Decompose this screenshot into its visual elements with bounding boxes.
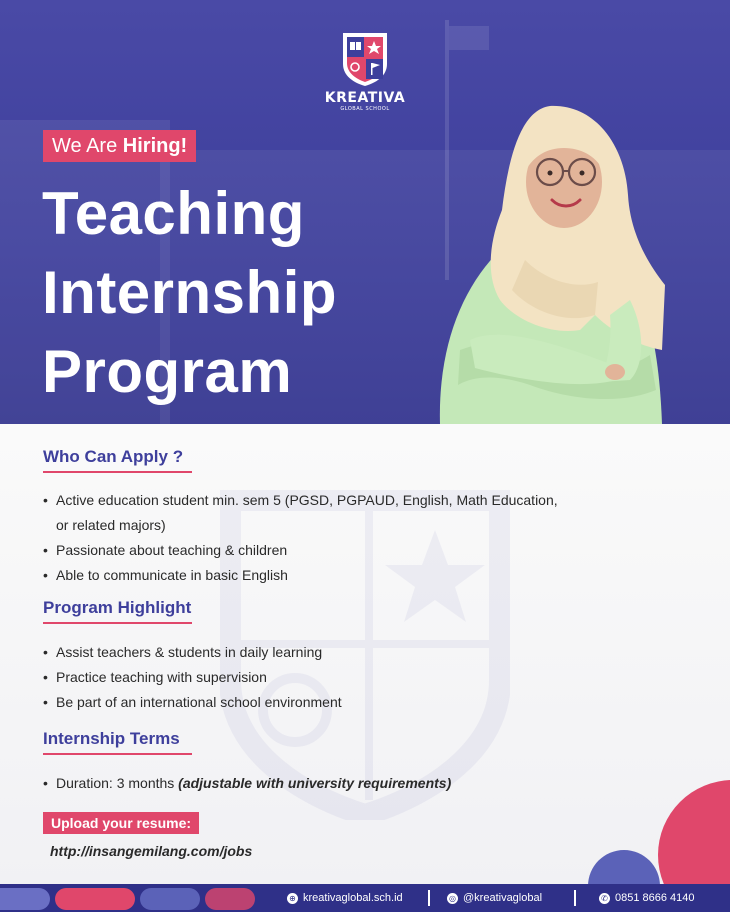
hiring-badge [43,130,196,162]
instagram-icon: ◎ [447,893,458,904]
footer-instagram[interactable] [447,884,542,912]
list-item-continuation: or related majors) [56,517,166,533]
heading-text: Program Highlight [43,598,192,617]
shield-logo-icon [340,30,390,88]
duration-text: Duration: 3 months [56,775,179,791]
footer-decoration [55,888,135,910]
jobs-link[interactable]: http://insangemilang.com/jobs [50,843,253,859]
list-item: • Passionate about teaching & children [43,538,558,563]
brand-name: KREATIVA [324,90,406,106]
program-highlight-heading [43,598,192,624]
list-item [43,771,451,796]
internship-terms-list [43,771,451,796]
who-can-apply-list [43,488,558,588]
footer-separator [428,890,430,906]
phone-text: 0851 8666 4140 [615,892,695,904]
upload-resume-label: Upload your resume: [43,812,199,834]
footer-decoration [140,888,200,910]
heading-underline [43,471,192,473]
program-highlight-list [43,640,342,715]
list-item: • Practice teaching with supervision [43,665,342,690]
heading-underline [43,753,192,755]
hero-section [0,0,730,424]
brand-subtitle: GLOBAL SCHOOL [340,106,390,112]
instagram-text: @kreativaglobal [463,892,543,904]
globe-icon: ⊕ [287,893,298,904]
footer-decoration [0,888,50,910]
heading-underline [43,622,192,624]
footer-phone[interactable] [599,884,695,912]
who-can-apply-heading [43,447,192,473]
duration-note: (adjustable with university requirements) [178,775,452,791]
list-item: • Able to communicate in basic English [43,563,558,588]
school-logo [318,30,412,112]
list-item [43,513,558,538]
internship-terms-heading [43,729,192,755]
website-text: kreativaglobal.sch.id [303,892,403,904]
title-line: Program [42,338,293,405]
heading-text: Who Can Apply ? [43,447,184,466]
list-item: • Active education student min. sem 5 (PGSD, PGPAUD, English, Math Education, [43,488,558,513]
page-title [42,174,337,411]
hiring-prefix: We Are [52,135,123,157]
teacher-photo [430,100,670,424]
footer-separator [574,890,576,906]
flag [449,26,489,50]
title-line: Internship [42,259,338,326]
list-item: • Be part of an international school environment [43,690,342,715]
title-line: Teaching [42,180,305,247]
list-item: • Assist teachers & students in daily learning [43,640,342,665]
footer-website[interactable] [287,884,403,912]
hiring-bold: Hiring! [122,135,188,157]
footer-decoration [205,888,255,910]
whatsapp-icon: ✆ [599,893,610,904]
heading-text: Internship Terms [43,729,180,748]
